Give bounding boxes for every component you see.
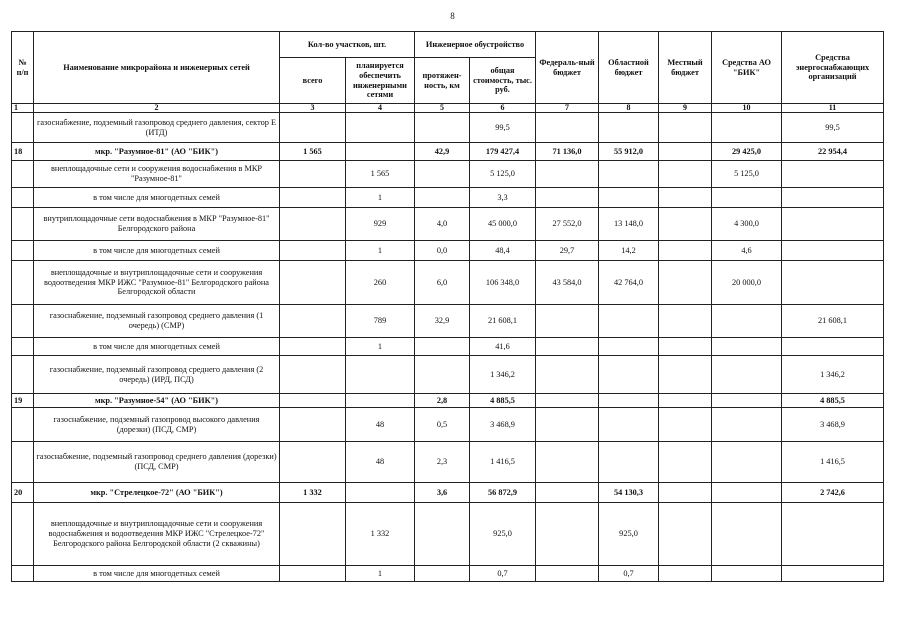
- cell-bik: [712, 356, 782, 394]
- cell-no: [12, 208, 34, 241]
- cell-regional: 54 130,3: [599, 483, 659, 503]
- cell-energy: [782, 338, 884, 356]
- cell-name: внеплощадочные и внутриплощадочные сети и сооружения водоотведения МКР ИЖС "Разумное-81" Белгородского района Белгородской области: [34, 261, 280, 305]
- cell-no: [12, 442, 34, 483]
- header-no: № п/п: [12, 32, 34, 104]
- cell-no: [12, 161, 34, 188]
- cell-length: 4,0: [415, 208, 470, 241]
- cell-planned: 48: [346, 442, 415, 483]
- cell-planned: [346, 483, 415, 503]
- cell-local: [659, 188, 712, 208]
- cell-no: [12, 241, 34, 261]
- cell-bik: [712, 394, 782, 408]
- cell-energy: [782, 188, 884, 208]
- cell-name: мкр. "Разумное-81" (АО "БИК"): [34, 143, 280, 161]
- column-number-row: [12, 104, 884, 113]
- column-number: 3: [280, 104, 346, 113]
- cell-no: [12, 503, 34, 566]
- cell-local: [659, 261, 712, 305]
- cell-total: [280, 408, 346, 442]
- cell-name: в том числе для многодетных семей: [34, 188, 280, 208]
- financing-table: [11, 31, 884, 582]
- column-number: 11: [782, 104, 884, 113]
- cell-local: [659, 503, 712, 566]
- cell-bik: [712, 338, 782, 356]
- column-number: 9: [659, 104, 712, 113]
- cell-cost: 48,4: [470, 241, 536, 261]
- column-number: 8: [599, 104, 659, 113]
- cell-name: газоснабжение, подземный газопровод среднего давления (1 очередь) (СМР): [34, 305, 280, 338]
- cell-total: 1 565: [280, 143, 346, 161]
- cell-length: [415, 113, 470, 143]
- cell-name: мкр. "Стрелецкое-72" (АО "БИК"): [34, 483, 280, 503]
- cell-cost: 5 125,0: [470, 161, 536, 188]
- cell-no: 18: [12, 143, 34, 161]
- cell-total: 1 332: [280, 483, 346, 503]
- table-row: [12, 143, 884, 161]
- cell-planned: [346, 394, 415, 408]
- cell-energy: 1 346,2: [782, 356, 884, 394]
- cell-energy: [782, 503, 884, 566]
- cell-planned: [346, 143, 415, 161]
- table-row: [12, 113, 884, 143]
- cell-regional: 13 148,0: [599, 208, 659, 241]
- cell-energy: [782, 241, 884, 261]
- table-row: [12, 241, 884, 261]
- cell-energy: 1 416,5: [782, 442, 884, 483]
- cell-federal: [536, 408, 599, 442]
- cell-total: [280, 356, 346, 394]
- cell-total: [280, 394, 346, 408]
- cell-regional: [599, 188, 659, 208]
- cell-cost: 41,6: [470, 338, 536, 356]
- cell-total: [280, 338, 346, 356]
- cell-total: [280, 241, 346, 261]
- cell-planned: 929: [346, 208, 415, 241]
- cell-federal: [536, 188, 599, 208]
- cell-local: [659, 161, 712, 188]
- table-row: [12, 394, 884, 408]
- cell-cost: 1 346,2: [470, 356, 536, 394]
- cell-federal: 29,7: [536, 241, 599, 261]
- cell-no: [12, 408, 34, 442]
- cell-energy: 22 954,4: [782, 143, 884, 161]
- cell-planned: 1: [346, 188, 415, 208]
- cell-regional: [599, 161, 659, 188]
- column-number: 6: [470, 104, 536, 113]
- table-row: [12, 503, 884, 566]
- cell-local: [659, 356, 712, 394]
- cell-cost: 179 427,4: [470, 143, 536, 161]
- cell-local: [659, 208, 712, 241]
- cell-local: [659, 305, 712, 338]
- cell-regional: [599, 442, 659, 483]
- table-row: [12, 356, 884, 394]
- cell-cost: 56 872,9: [470, 483, 536, 503]
- cell-name: внутриплощадочные сети водоснабжения в МКР "Разумное-81" Белгородского района: [34, 208, 280, 241]
- cell-federal: [536, 566, 599, 582]
- cell-local: [659, 483, 712, 503]
- cell-federal: [536, 483, 599, 503]
- cell-no: [12, 188, 34, 208]
- cell-name: газоснабжение, подземный газопровод среднего давления (дорезки) (ПСД, СМР): [34, 442, 280, 483]
- cell-no: [12, 261, 34, 305]
- cell-total: [280, 503, 346, 566]
- cell-no: 19: [12, 394, 34, 408]
- cell-planned: 260: [346, 261, 415, 305]
- table-row: [12, 483, 884, 503]
- column-number: 2: [34, 104, 280, 113]
- cell-local: [659, 241, 712, 261]
- cell-bik: [712, 188, 782, 208]
- cell-name: в том числе для многодетных семей: [34, 566, 280, 582]
- cell-no: [12, 113, 34, 143]
- cell-energy: 4 885,5: [782, 394, 884, 408]
- header-bik: Средства АО "БИК": [712, 32, 782, 104]
- cell-cost: 106 348,0: [470, 261, 536, 305]
- cell-no: [12, 566, 34, 582]
- cell-bik: [712, 305, 782, 338]
- cell-name: газоснабжение, подземный газопровод среднего давления (2 очередь) (ИРД, ПСД): [34, 356, 280, 394]
- cell-energy: 2 742,6: [782, 483, 884, 503]
- cell-regional: 925,0: [599, 503, 659, 566]
- cell-local: [659, 566, 712, 582]
- header-name: Наименование микрорайона и инженерных сетей: [34, 32, 280, 104]
- cell-energy: 3 468,9: [782, 408, 884, 442]
- cell-length: 42,9: [415, 143, 470, 161]
- cell-regional: 0,7: [599, 566, 659, 582]
- cell-length: [415, 338, 470, 356]
- cell-federal: [536, 338, 599, 356]
- cell-planned: 48: [346, 408, 415, 442]
- cell-cost: 925,0: [470, 503, 536, 566]
- header-engineering-group: Инженерное обустройство: [415, 32, 536, 58]
- header-federal: Федераль-ный бюджет: [536, 32, 599, 104]
- cell-bik: 4 300,0: [712, 208, 782, 241]
- header-total: всего: [280, 58, 346, 104]
- cell-energy: 21 608,1: [782, 305, 884, 338]
- header-cost: общая стоимость, тыс. руб.: [470, 58, 536, 104]
- cell-federal: [536, 356, 599, 394]
- cell-bik: 29 425,0: [712, 143, 782, 161]
- cell-no: [12, 305, 34, 338]
- cell-name: внеплощадочные и внутриплощадочные сети и сооружения водоснабжения и водоотведения МКР ИЖС "Стрелецкое-72" Белгородского района Белгородской области (2 скважины): [34, 503, 280, 566]
- column-number: 1: [12, 104, 34, 113]
- cell-name: газоснабжение, подземный газопровод среднего давления, сектор Е (ИТД): [34, 113, 280, 143]
- cell-length: [415, 566, 470, 582]
- cell-planned: 1 332: [346, 503, 415, 566]
- cell-cost: 3 468,9: [470, 408, 536, 442]
- cell-bik: [712, 408, 782, 442]
- cell-bik: [712, 503, 782, 566]
- cell-length: 2,8: [415, 394, 470, 408]
- cell-bik: [712, 566, 782, 582]
- cell-local: [659, 113, 712, 143]
- cell-regional: [599, 338, 659, 356]
- cell-regional: [599, 113, 659, 143]
- cell-total: [280, 566, 346, 582]
- cell-total: [280, 161, 346, 188]
- cell-planned: 1: [346, 566, 415, 582]
- cell-regional: 42 764,0: [599, 261, 659, 305]
- cell-name: в том числе для многодетных семей: [34, 338, 280, 356]
- table-row: [12, 188, 884, 208]
- cell-no: 20: [12, 483, 34, 503]
- table-body: [12, 113, 884, 582]
- table-row: [12, 442, 884, 483]
- cell-length: [415, 503, 470, 566]
- cell-federal: [536, 161, 599, 188]
- cell-planned: [346, 356, 415, 394]
- cell-energy: [782, 261, 884, 305]
- cell-regional: [599, 305, 659, 338]
- cell-total: [280, 208, 346, 241]
- header-local: Местный бюджет: [659, 32, 712, 104]
- header-length: протяжен-ность, км: [415, 58, 470, 104]
- cell-regional: 14,2: [599, 241, 659, 261]
- cell-federal: 71 136,0: [536, 143, 599, 161]
- cell-length: 6,0: [415, 261, 470, 305]
- header-planned: планируется обеспечить инженерными сетями: [346, 58, 415, 104]
- cell-total: [280, 261, 346, 305]
- cell-regional: [599, 356, 659, 394]
- cell-local: [659, 338, 712, 356]
- column-number: 10: [712, 104, 782, 113]
- table-row: [12, 261, 884, 305]
- cell-length: [415, 188, 470, 208]
- cell-total: [280, 305, 346, 338]
- cell-local: [659, 408, 712, 442]
- cell-total: [280, 442, 346, 483]
- cell-name: мкр. "Разумное-54" (АО "БИК"): [34, 394, 280, 408]
- cell-planned: 1: [346, 241, 415, 261]
- cell-cost: 0,7: [470, 566, 536, 582]
- table-row: [12, 566, 884, 582]
- cell-planned: 789: [346, 305, 415, 338]
- cell-cost: 3,3: [470, 188, 536, 208]
- cell-cost: 99,5: [470, 113, 536, 143]
- cell-no: [12, 356, 34, 394]
- cell-total: [280, 188, 346, 208]
- cell-cost: 21 608,1: [470, 305, 536, 338]
- header-energy: Средства энергоснабжающих организаций: [782, 32, 884, 104]
- cell-planned: [346, 113, 415, 143]
- table-row: [12, 208, 884, 241]
- column-number: 4: [346, 104, 415, 113]
- cell-local: [659, 394, 712, 408]
- table-row: [12, 338, 884, 356]
- cell-total: [280, 113, 346, 143]
- header-regional: Областной бюджет: [599, 32, 659, 104]
- cell-cost: 45 000,0: [470, 208, 536, 241]
- cell-federal: [536, 503, 599, 566]
- header-plots-group: Кол-во участков, шт.: [280, 32, 415, 58]
- cell-bik: 20 000,0: [712, 261, 782, 305]
- cell-federal: [536, 394, 599, 408]
- cell-energy: 99,5: [782, 113, 884, 143]
- cell-federal: 27 552,0: [536, 208, 599, 241]
- cell-length: [415, 161, 470, 188]
- cell-energy: [782, 161, 884, 188]
- cell-local: [659, 143, 712, 161]
- cell-bik: [712, 113, 782, 143]
- cell-local: [659, 442, 712, 483]
- cell-length: [415, 356, 470, 394]
- cell-bik: [712, 442, 782, 483]
- column-number: 7: [536, 104, 599, 113]
- table-row: [12, 408, 884, 442]
- cell-planned: 1: [346, 338, 415, 356]
- page-number: 8: [450, 11, 455, 21]
- cell-energy: [782, 208, 884, 241]
- table-row: [12, 305, 884, 338]
- cell-cost: 4 885,5: [470, 394, 536, 408]
- cell-no: [12, 338, 34, 356]
- cell-length: 0,5: [415, 408, 470, 442]
- cell-energy: [782, 566, 884, 582]
- cell-length: 32,9: [415, 305, 470, 338]
- cell-length: 2,3: [415, 442, 470, 483]
- cell-federal: [536, 113, 599, 143]
- cell-bik: [712, 483, 782, 503]
- cell-regional: [599, 408, 659, 442]
- table-row: [12, 161, 884, 188]
- cell-name: газоснабжение, подземный газопровод высокого давления (дорезки) (ПСД, СМР): [34, 408, 280, 442]
- cell-federal: [536, 305, 599, 338]
- cell-planned: 1 565: [346, 161, 415, 188]
- cell-cost: 1 416,5: [470, 442, 536, 483]
- cell-length: 3,6: [415, 483, 470, 503]
- cell-federal: [536, 442, 599, 483]
- cell-name: в том числе для многодетных семей: [34, 241, 280, 261]
- cell-length: 0,0: [415, 241, 470, 261]
- cell-bik: 4,6: [712, 241, 782, 261]
- column-number: 5: [415, 104, 470, 113]
- cell-bik: 5 125,0: [712, 161, 782, 188]
- cell-regional: [599, 394, 659, 408]
- cell-federal: 43 584,0: [536, 261, 599, 305]
- cell-name: внеплощадочные сети и сооружения водоснабжения в МКР "Разумное-81": [34, 161, 280, 188]
- cell-regional: 55 912,0: [599, 143, 659, 161]
